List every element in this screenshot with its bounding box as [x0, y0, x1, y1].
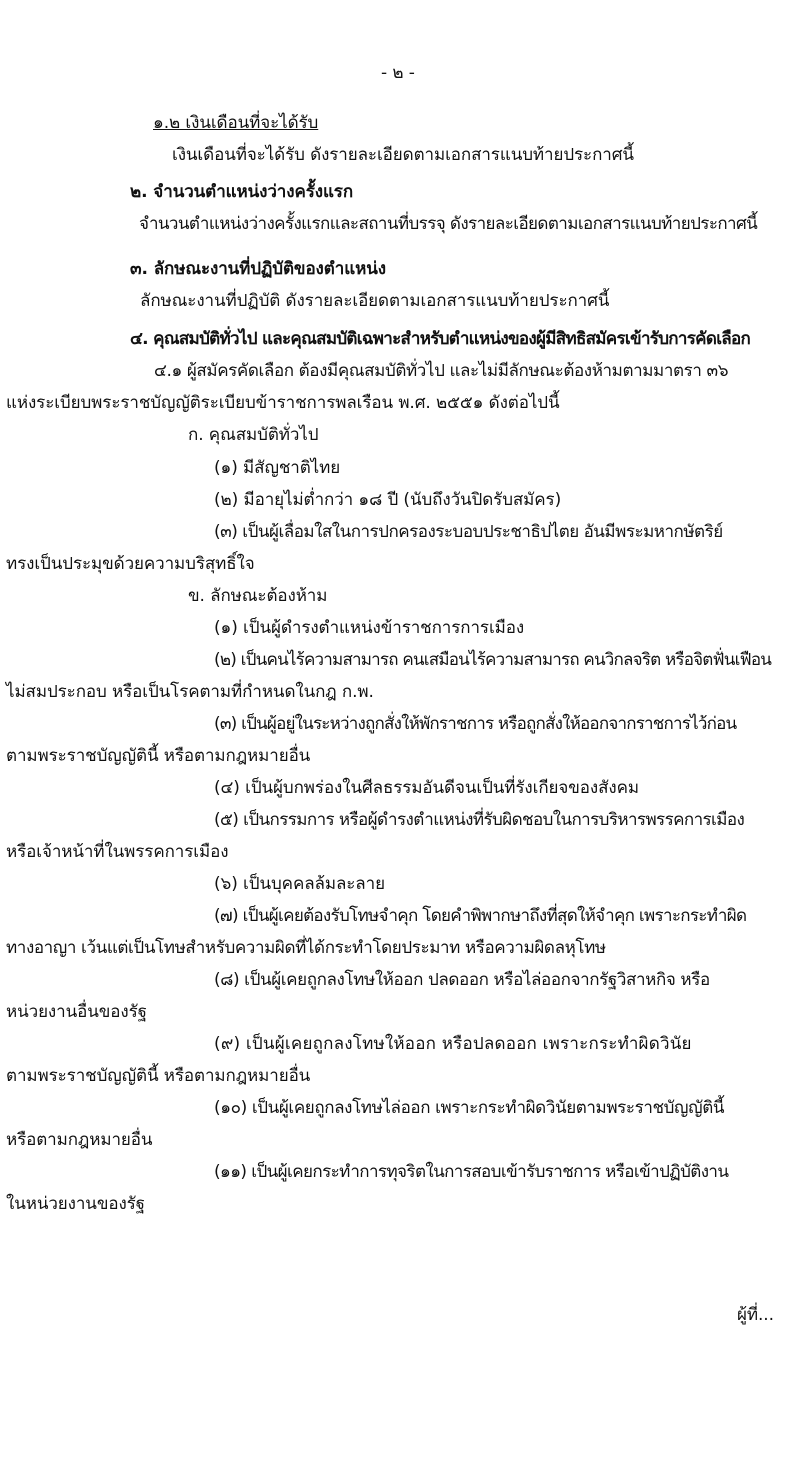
- list-item: (๓) เป็นผู้เลื่อมใสในการปกครองระบอบประชาธิปไตย อันมีพระมหากษัตริย์: [214, 522, 723, 542]
- list-item: (๗) เป็นผู้เคยต้องรับโทษจำคุก โดยคำพิพากษาถึงที่สุดให้จำคุก เพราะกระทำผิด: [214, 906, 747, 926]
- paragraph-line: เงินเดือนที่จะได้รับ ดังรายละเอียดตามเอกสารแนบท้ายประกาศนี้: [172, 145, 634, 165]
- list-item: (๑) มีสัญชาติไทย: [214, 458, 341, 478]
- subheading: ข. ลักษณะต้องห้าม: [188, 586, 328, 606]
- paragraph-line: หรือเจ้าหน้าที่ในพรรคการเมือง: [6, 842, 229, 862]
- subsection-heading: ๑.๒ เงินเดือนที่จะได้รับ: [153, 113, 319, 133]
- continuation-marker: ผู้ที่...: [737, 1305, 774, 1325]
- paragraph-line: ตามพระราชบัญญัตินี้ หรือตามกฎหมายอื่น: [6, 1066, 311, 1086]
- list-item: (๕) เป็นกรรมการ หรือผู้ดำรงตำแหน่งที่รับผิดชอบในการบริหารพรรคการเมือง: [214, 810, 745, 830]
- paragraph-line: จำนวนตำแหน่งว่างครั้งแรกและสถานที่บรรจุ ดังรายละเอียดตามเอกสารแนบท้ายประกาศนี้: [139, 214, 758, 234]
- list-item: (๖) เป็นบุคคลล้มละลาย: [214, 874, 385, 894]
- paragraph-line: หรือตามกฎหมายอื่น: [6, 1130, 153, 1150]
- list-item: (๘) เป็นผู้เคยถูกลงโทษให้ออก ปลดออก หรือไล่ออกจากรัฐวิสาหกิจ หรือ: [214, 970, 710, 990]
- list-item: (๑๐) เป็นผู้เคยถูกลงโทษไล่ออก เพราะกระทำผิดวินัยตามพระราชบัญญัตินี้: [214, 1098, 725, 1118]
- list-item: (๒) มีอายุไม่ต่ำกว่า ๑๘ ปี (นับถึงวันปิดรับสมัคร): [214, 490, 562, 510]
- list-item: (๒) เป็นคนไร้ความสามารถ คนเสมือนไร้ความสามารถ คนวิกลจริต หรือจิตฟั่นเฟือน: [214, 650, 772, 670]
- paragraph-line: หน่วยงานอื่นของรัฐ: [6, 1002, 147, 1022]
- paragraph-line: ทรงเป็นประมุขด้วยความบริสุทธิ์ใจ: [6, 554, 255, 574]
- list-item: (๓) เป็นผู้อยู่ในระหว่างถูกสั่งให้พักราชการ หรือถูกสั่งให้ออกจากราชการไว้ก่อน: [214, 714, 737, 734]
- page-number: - ๒ -: [381, 63, 415, 83]
- paragraph-line: ลักษณะงานที่ปฏิบัติ ดังรายละเอียดตามเอกสารแนบท้ายประกาศนี้: [140, 291, 610, 311]
- paragraph-line: ในหน่วยงานของรัฐ: [6, 1194, 145, 1214]
- paragraph-line: ไม่สมประกอบ หรือเป็นโรคตามที่กำหนดในกฎ ก.พ.: [6, 682, 374, 702]
- paragraph-line: ๔.๑ ผู้สมัครคัดเลือก ต้องมีคุณสมบัติทั่วไป และไม่มีลักษณะต้องห้ามตามมาตรา ๓๖: [154, 361, 729, 381]
- list-item: (๔) เป็นผู้บกพร่องในศีลธรรมอันดีจนเป็นที่รังเกียจของสังคม: [214, 778, 639, 798]
- list-item: (๑๑) เป็นผู้เคยกระทำการทุจริตในการสอบเข้ารับราชการ หรือเข้าปฏิบัติงาน: [214, 1162, 729, 1182]
- list-item: (๑) เป็นผู้ดำรงตำแหน่งข้าราชการการเมือง: [214, 618, 525, 638]
- paragraph-line: แห่งระเบียบพระราชบัญญัติระเบียบข้าราชการพลเรือน พ.ศ. ๒๕๕๑ ดังต่อไปนี้: [6, 393, 560, 413]
- section-heading: ๔. คุณสมบัติทั่วไป และคุณสมบัติเฉพาะสำหรับตำแหน่งของผู้มีสิทธิสมัครเข้ารับการคัดเลือก: [130, 329, 751, 349]
- list-item: (๙) เป็นผู้เคยถูกลงโทษให้ออก หรือปลดออก เพราะกระทำผิดวินัย: [214, 1034, 692, 1054]
- paragraph-line: ตามพระราชบัญญัตินี้ หรือตามกฎหมายอื่น: [6, 746, 311, 766]
- section-heading: ๓. ลักษณะงานที่ปฏิบัติของตำแหน่ง: [130, 259, 386, 279]
- section-heading: ๒. จำนวนตำแหน่งว่างครั้งแรก: [130, 182, 354, 202]
- subheading: ก. คุณสมบัติทั่วไป: [188, 425, 319, 445]
- paragraph-line: ทางอาญา เว้นแต่เป็นโทษสำหรับความผิดที่ได้กระทำโดยประมาท หรือความผิดลหุโทษ: [6, 938, 606, 958]
